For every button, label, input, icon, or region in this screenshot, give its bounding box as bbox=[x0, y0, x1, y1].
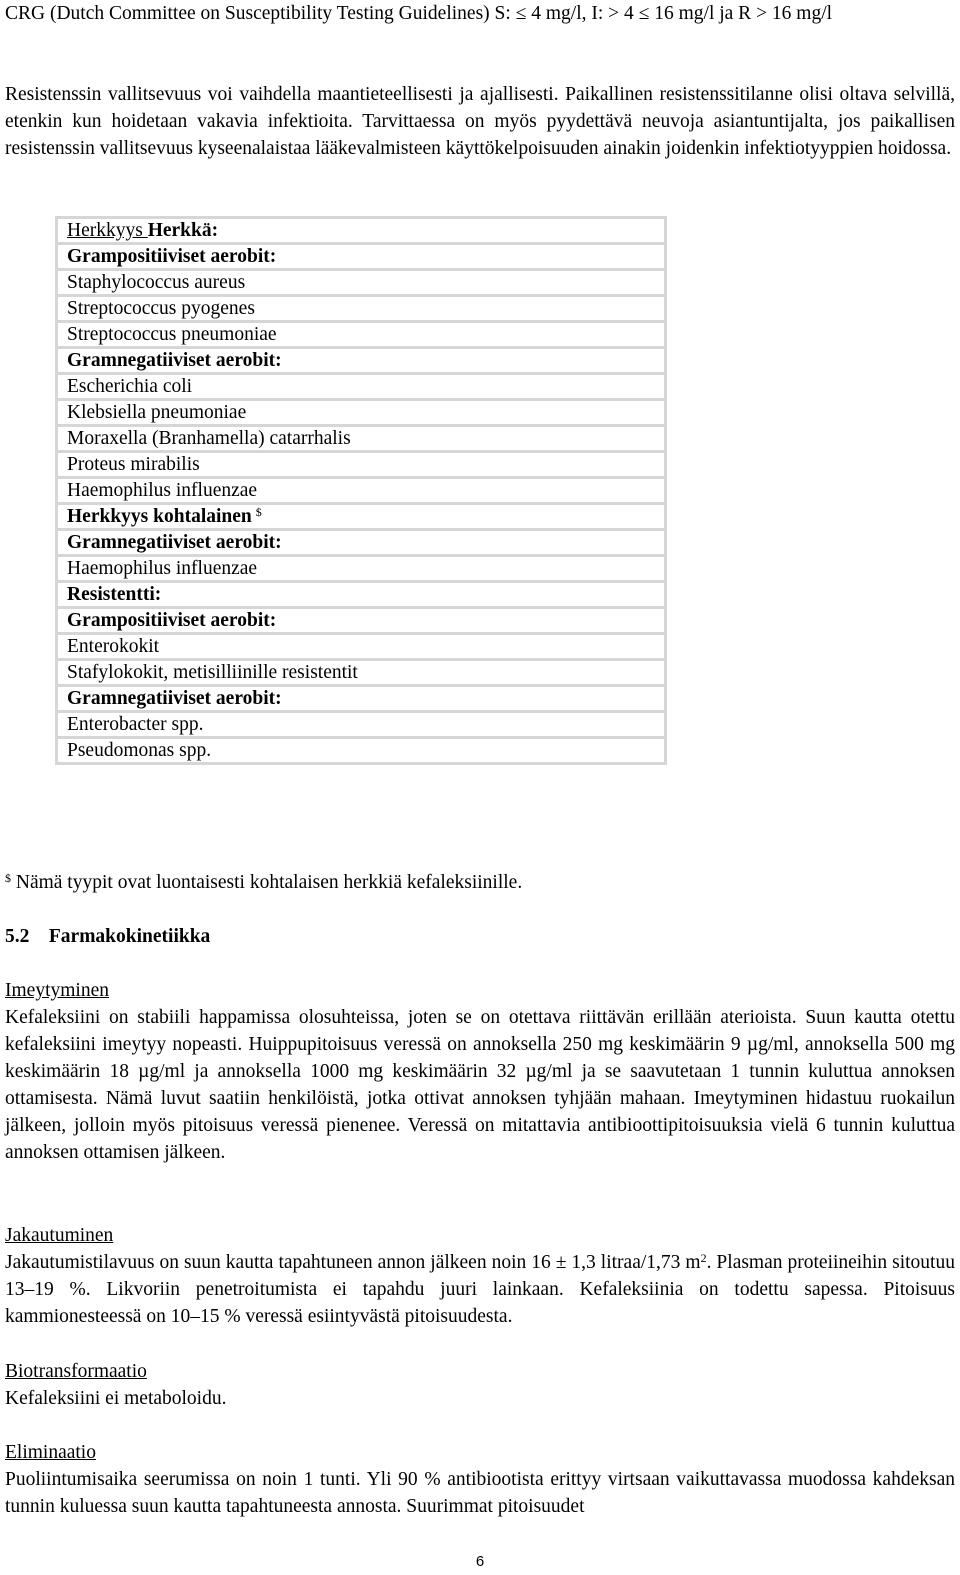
table-cell bbox=[57, 608, 666, 634]
table-cell bbox=[57, 296, 666, 322]
organism-name: Enterokokit bbox=[67, 636, 160, 657]
table-group-heading: Herkkyys kohtalainen bbox=[67, 506, 252, 527]
footnote-mark: $ bbox=[5, 871, 11, 885]
intro-paragraph: Resistenssin vallitsevuus voi vaihdella maantieteellisesti ja ajallisesti. Paikallinen resistenssitilanne olisi oltava selvillä, etenkin kun hoidetaan vakavia infektioita. Tarvittaessa on myös pyydettävä neuvoja asiantuntijalta, jos paikallisen resistenssin vallitsevuus kyseenalaistaa lääkevalmisteen käyttökelpoisuuden ainakin joidenkin infektiotyyppien hoidossa. bbox=[5, 84, 955, 159]
table-cell bbox=[57, 452, 666, 478]
table-cell bbox=[57, 478, 666, 504]
table-row bbox=[57, 738, 666, 764]
table-row bbox=[57, 426, 666, 452]
table-row bbox=[57, 530, 666, 556]
table-header-cell bbox=[57, 218, 666, 244]
footnote-text: Nämä tyypit ovat luontaisesti kohtalaisen herkkiä kefaleksiinille. bbox=[11, 872, 523, 893]
organism-name: Moraxella (Branhamella) catarrhalis bbox=[67, 428, 351, 449]
distribution-text bbox=[5, 1249, 955, 1330]
absorption-heading: Imeytyminen bbox=[5, 980, 109, 1001]
table-group-heading: Gramnegatiiviset aerobit: bbox=[67, 532, 282, 553]
table-row bbox=[57, 296, 666, 322]
crg-breakpoints: CRG (Dutch Committee on Susceptibility Testing Guidelines) S: ≤ 4 mg/l, I: > 4 ≤ 16 mg/l ja R > 16 mg/l bbox=[5, 3, 833, 24]
organism-name: Pseudomonas spp. bbox=[67, 740, 212, 761]
table-cell bbox=[57, 504, 666, 530]
organism-name: Stafylokokit, metisilliinille resistentit bbox=[67, 662, 358, 683]
table-cell bbox=[57, 712, 666, 738]
table-row bbox=[57, 660, 666, 686]
susceptibility-table bbox=[55, 216, 667, 765]
table-row bbox=[57, 504, 666, 530]
table-cell bbox=[57, 244, 666, 270]
table-row bbox=[57, 556, 666, 582]
table-cell bbox=[57, 400, 666, 426]
table-cell bbox=[57, 348, 666, 374]
squared-superscript: 2 bbox=[700, 1251, 707, 1265]
table-cell bbox=[57, 582, 666, 608]
absorption-text: Kefaleksiini on stabiili happamissa olosuhteissa, joten se on otettava riittävän erillään aterioista. Suun kautta otettu kefaleksiini imeytyy nopeasti. Huippupitoisuus veressä on annoksella 250 mg keskimäärin 9 µg/ml, annoksella 500 mg keskimäärin 18 µg/ml ja annoksella 1000 mg keskimäärin 32 µg/ml ja se saavutetaan 1 tunnin kuluttua annoksen ottamisesta. Nämä luvut saatiin henkilöistä, jotka ottivat annoksen tyhjään mahaan. Imeytyminen hidastuu ruokailun jälkeen, jolloin myös pitoisuus veressä pienenee. Veressä on mitattavia antibioottipitoisuuksia vielä 6 tunnin kuluttua annoksen ottamisen jälkeen. bbox=[5, 1007, 955, 1163]
table-row bbox=[57, 348, 666, 374]
organism-name: Streptococcus pneumoniae bbox=[67, 324, 277, 345]
table-cell bbox=[57, 634, 666, 660]
header-susceptible-label: Herkkä: bbox=[147, 220, 219, 241]
biotransformation-text: Kefaleksiini ei metaboloidu. bbox=[5, 1388, 227, 1409]
table-cell bbox=[57, 530, 666, 556]
organism-name: Haemophilus influenzae bbox=[67, 558, 258, 579]
distribution-heading: Jakautuminen bbox=[5, 1225, 114, 1246]
section-heading bbox=[5, 923, 210, 950]
header-susceptibility-label: Herkkyys bbox=[67, 220, 148, 241]
table-cell bbox=[57, 738, 666, 764]
table-cell bbox=[57, 374, 666, 400]
table-cell bbox=[57, 556, 666, 582]
table-row bbox=[57, 712, 666, 738]
table-row bbox=[57, 478, 666, 504]
organism-name: Escherichia coli bbox=[67, 376, 193, 397]
table-row bbox=[57, 322, 666, 348]
organism-name: Klebsiella pneumoniae bbox=[67, 402, 247, 423]
table-row bbox=[57, 582, 666, 608]
page-number: 6 bbox=[475, 1553, 485, 1570]
table-row bbox=[57, 452, 666, 478]
table-cell bbox=[57, 660, 666, 686]
table-group-heading: Resistentti: bbox=[67, 584, 162, 605]
organism-name: Enterobacter spp. bbox=[67, 714, 204, 735]
table-row bbox=[57, 270, 666, 296]
footnote bbox=[5, 869, 522, 896]
organism-name: Haemophilus influenzae bbox=[67, 480, 258, 501]
table-group-heading: Grampositiiviset aerobit: bbox=[67, 246, 277, 267]
organism-name: Streptococcus pyogenes bbox=[67, 298, 255, 319]
table-group-heading: Gramnegatiiviset aerobit: bbox=[67, 350, 282, 371]
table-group-heading: Grampositiiviset aerobit: bbox=[67, 610, 277, 631]
elimination-heading: Eliminaatio bbox=[5, 1442, 96, 1463]
table-row bbox=[57, 608, 666, 634]
elimination-text: Puoliintumisaika seerumissa on noin 1 tunti. Yli 90 % antibiootista erittyy virtsaan vaikuttavassa muodossa kahdeksan tunnin kuluessa suun kautta tapahtuneesta annosta. Suurimmat pitoisuudet bbox=[5, 1469, 955, 1517]
distribution-text-end: . Plasman proteiineihin sitoutuu 13–19 %. Likvoriin penetroitumista ei tapahdu juuri lainkaan. Kefaleksiinia on todettu sapessa. Pitoisuus kammionesteessä on 10–15 % veressä esiintyvästä pitoisuudesta. bbox=[5, 1252, 955, 1327]
section-title: Farmakokinetiikka bbox=[48, 926, 211, 947]
distribution-text-start: Jakautumistilavuus on suun kautta tapahtuneen annon jälkeen noin 16 ± 1,3 litraa/1,73 m bbox=[5, 1252, 701, 1273]
organism-name: Staphylococcus aureus bbox=[67, 272, 246, 293]
table-row bbox=[57, 634, 666, 660]
section-number: 5.2 bbox=[5, 926, 30, 947]
table-cell bbox=[57, 270, 666, 296]
table-row bbox=[57, 400, 666, 426]
table-group-heading: Gramnegatiiviset aerobit: bbox=[67, 688, 282, 709]
organism-name: Proteus mirabilis bbox=[67, 454, 200, 475]
table-header-row bbox=[57, 218, 666, 244]
table-cell bbox=[57, 686, 666, 712]
table-row bbox=[57, 686, 666, 712]
table-cell bbox=[57, 426, 666, 452]
table-row bbox=[57, 244, 666, 270]
table-row bbox=[57, 374, 666, 400]
biotransformation-heading: Biotransformaatio bbox=[5, 1361, 147, 1382]
footnote-reference-mark: $ bbox=[255, 505, 262, 519]
table-cell bbox=[57, 322, 666, 348]
